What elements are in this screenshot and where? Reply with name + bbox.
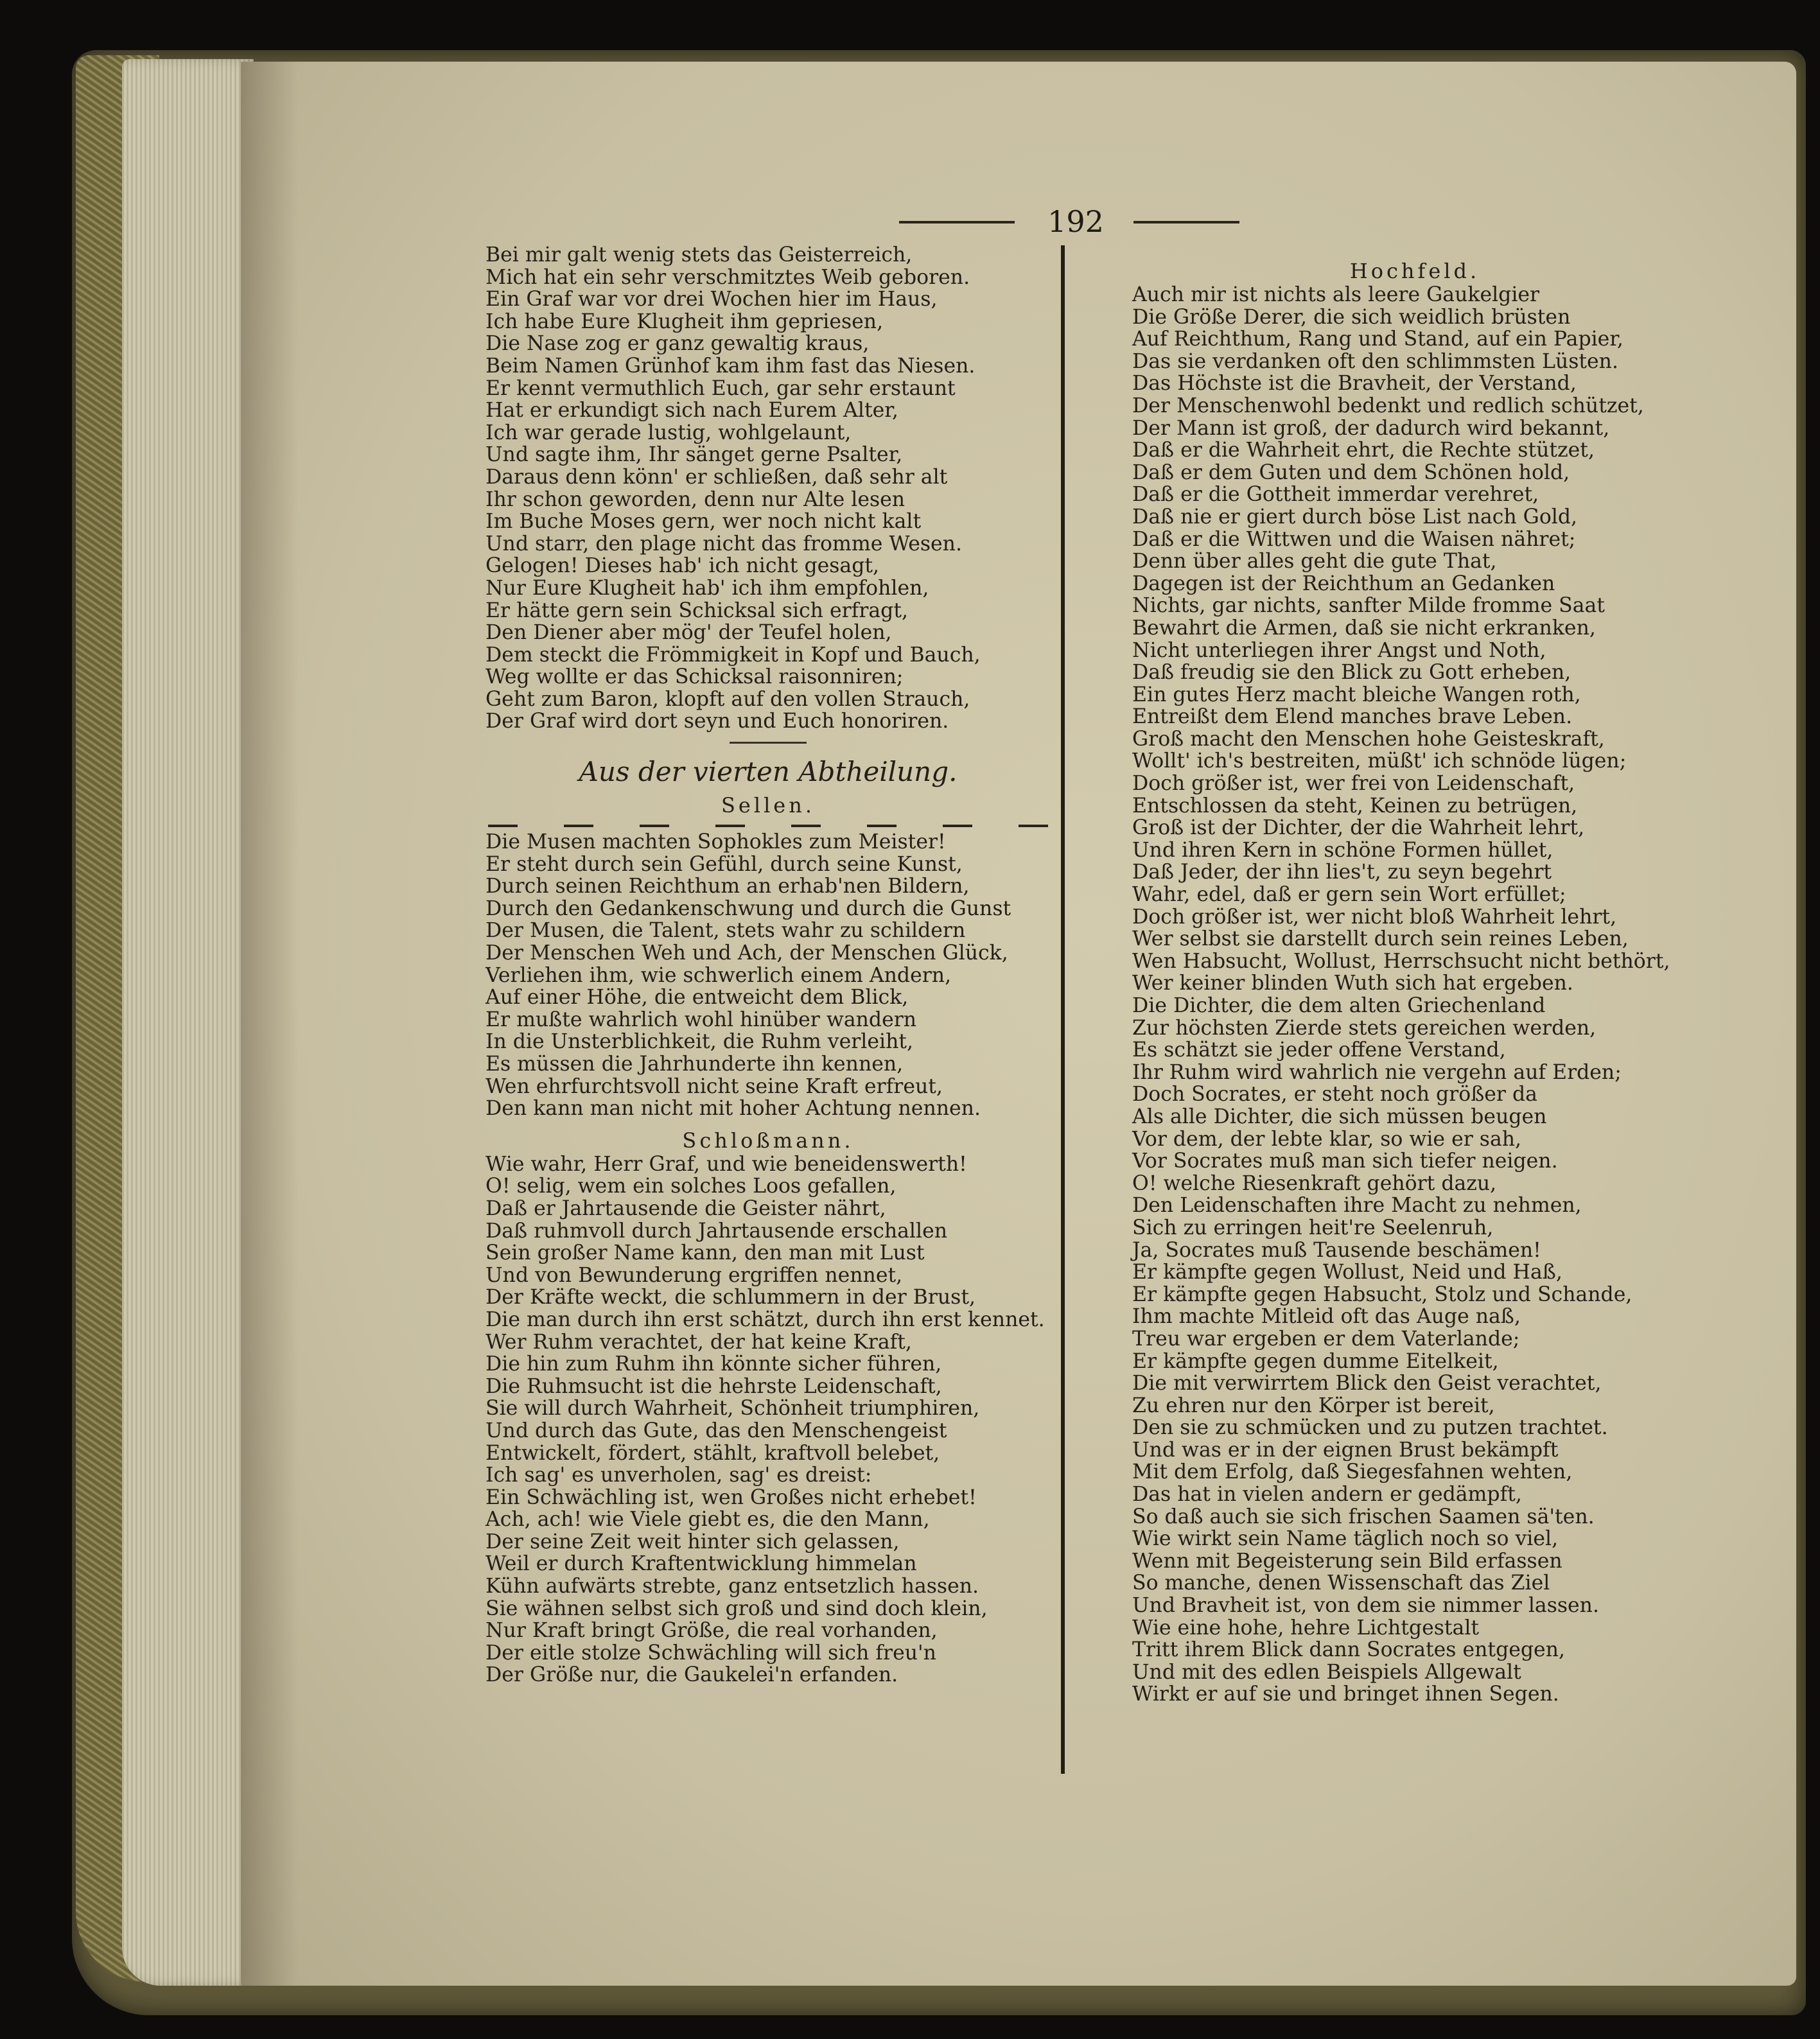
verse-line: Entreißt dem Elend manches brave Leben. bbox=[1132, 705, 1573, 729]
verse-line: Den sie zu schmücken und zu putzen trachtet. bbox=[1132, 1416, 1608, 1440]
verse-line: Wer keiner blinden Wuth sich hat ergeben. bbox=[1132, 972, 1573, 995]
verse-line: Bei mir galt wenig stets das Geisterreich, bbox=[486, 243, 913, 267]
verse-line: Die Dichter, die dem alten Griechenland bbox=[1132, 994, 1546, 1017]
section-title: Aus der vierten Abtheilung. bbox=[579, 756, 958, 788]
verse-line: Ach, ach! wie Viele giebt es, die den Mann, bbox=[486, 1508, 930, 1532]
verse-line: Entschlossen da steht, Keinen zu betrügen, bbox=[1132, 794, 1578, 818]
verse-line: Der Menschen Weh und Ach, der Menschen Glück, bbox=[486, 941, 1008, 965]
verse-line: Kühn aufwärts strebte, ganz entsetzlich hassen. bbox=[486, 1575, 979, 1598]
verse-line: Und mit des edlen Beispiels Allgewalt bbox=[1132, 1660, 1521, 1684]
dash-rule bbox=[486, 825, 1051, 827]
dash bbox=[640, 825, 669, 827]
verse-line: Wen ehrfurchtsvoll nicht seine Kraft erfreut, bbox=[486, 1074, 943, 1098]
verse-line: Gelogen! Dieses hab' ich nicht gesagt, bbox=[486, 554, 880, 578]
verse-line: Er kämpfte gegen Wollust, Neid und Haß, bbox=[1132, 1261, 1562, 1284]
section-divider bbox=[730, 742, 807, 744]
verse-line: Weg wollte er das Schicksal raisonniren; bbox=[486, 665, 904, 689]
verse-line: Denn über alles geht die gute That, bbox=[1132, 550, 1497, 573]
verse-line: Sich zu erringen heit're Seelenruh, bbox=[1132, 1216, 1494, 1239]
verse-line: Der seine Zeit weit hinter sich gelassen, bbox=[486, 1530, 900, 1553]
verse-line: Das Höchste ist die Bravheit, der Verstand, bbox=[1132, 372, 1577, 396]
page-number: 192 bbox=[1047, 204, 1104, 239]
verse-line: Der Musen, die Talent, stets wahr zu schildern bbox=[486, 919, 966, 943]
speaker-name: Hochfeld. bbox=[1349, 259, 1480, 283]
dash bbox=[1019, 825, 1048, 827]
verse-line: Er mußte wahrlich wohl hinüber wandern bbox=[486, 1008, 917, 1031]
verse-line: Treu war ergeben er dem Vaterlande; bbox=[1132, 1327, 1520, 1351]
verse-line: Weil er durch Kraftentwicklung himmelan bbox=[486, 1552, 917, 1576]
verse-line: Wie eine hohe, hehre Lichtgestalt bbox=[1132, 1616, 1480, 1640]
speaker-name: Schloßmann. bbox=[682, 1128, 854, 1153]
verse-line: Er hätte gern sein Schicksal sich erfragt, bbox=[486, 599, 909, 622]
verse-line: Wenn mit Begeisterung sein Bild erfassen bbox=[1132, 1549, 1562, 1573]
verse-line: Tritt ihrem Blick dann Socrates entgegen, bbox=[1132, 1638, 1565, 1662]
verse-line: Daß nie er giert durch böse List nach Gold, bbox=[1132, 505, 1578, 529]
verse-line: Das sie verdanken oft den schlimmsten Lüsten. bbox=[1132, 349, 1618, 373]
verse-line: Durch den Gedankenschwung und durch die Gunst bbox=[486, 897, 1011, 920]
verse-line: Den kann man nicht mit hoher Achtung nennen. bbox=[486, 1097, 981, 1121]
verse-line: Er kämpfte gegen Habsucht, Stolz und Schande, bbox=[1132, 1282, 1632, 1306]
verse-line: Ich sag' es unverholen, sag' es dreist: bbox=[486, 1464, 872, 1487]
verse-line: Und was er in der eignen Brust bekämpft bbox=[1132, 1438, 1559, 1462]
verse-block bbox=[486, 1153, 1051, 1686]
verse-line: Wirkt er auf sie und bringet ihnen Segen. bbox=[1132, 1683, 1559, 1706]
verse-line: Der Kräfte weckt, die schlummern in der Brust, bbox=[486, 1286, 976, 1309]
verse-line: Ja, Socrates muß Tausende beschämen! bbox=[1132, 1238, 1541, 1262]
verse-line: Groß ist der Dichter, der die Wahrheit lehrt, bbox=[1132, 816, 1585, 840]
verse-line: Ihm machte Mitleid oft das Auge naß, bbox=[1132, 1305, 1521, 1329]
verse-line: Daß er die Wahrheit ehrt, die Rechte stützet, bbox=[1132, 439, 1595, 462]
verse-line: Nichts, gar nichts, sanfter Milde fromme Saat bbox=[1132, 594, 1605, 618]
verse-line: Mich hat ein sehr verschmitztes Weib geboren. bbox=[486, 265, 970, 289]
verse-line: Dagegen ist der Reichthum an Gedanken bbox=[1132, 572, 1555, 595]
dash bbox=[715, 825, 745, 827]
verse-line: Zu ehren nur den Körper ist bereit, bbox=[1132, 1394, 1495, 1417]
verse-line: Nur Kraft bringt Größe, die real vorhanden, bbox=[486, 1619, 938, 1643]
verse-line: Der Graf wird dort seyn und Euch honoriren. bbox=[486, 710, 949, 733]
verse-line: Nicht unterliegen ihrer Angst und Noth, bbox=[1132, 638, 1546, 662]
column-divider bbox=[1061, 245, 1065, 1774]
verse-line: Ihr schon geworden, denn nur Alte lesen bbox=[486, 487, 906, 511]
verse-line: Und ihren Kern in schöne Formen hüllet, bbox=[1132, 838, 1553, 862]
verse-line: Bewahrt die Armen, daß sie nicht erkranken, bbox=[1132, 616, 1596, 640]
verse-line: Wen Habsucht, Wollust, Herrschsucht nicht bethört, bbox=[1132, 949, 1670, 973]
verse-line: Wer selbst sie darstellt durch sein reines Leben, bbox=[1132, 927, 1629, 951]
verse-line: Er kennt vermuthlich Euch, gar sehr erstaunt bbox=[486, 376, 956, 400]
page-edges bbox=[122, 59, 254, 1986]
verse-line: Daß er die Gottheit immerdar verehret, bbox=[1132, 483, 1539, 507]
verse-line: Daß er Jahrtausende die Geister nährt, bbox=[486, 1196, 886, 1220]
verse-line: Wahr, edel, daß er gern sein Wort erfüllet; bbox=[1132, 883, 1566, 907]
verse-line: Sein großer Name kann, den man mit Lust bbox=[486, 1241, 925, 1265]
gutter-shadow bbox=[241, 62, 299, 1986]
verse-line: Die mit verwirrtem Blick den Geist verachtet, bbox=[1132, 1372, 1602, 1396]
dash bbox=[791, 825, 821, 827]
verse-line: Sie will durch Wahrheit, Schönheit triumphiren, bbox=[486, 1397, 980, 1421]
verse-line: Zur höchsten Zierde stets gereichen werden, bbox=[1132, 1016, 1597, 1040]
verse-line: Auf einer Höhe, die entweicht dem Blick, bbox=[486, 986, 909, 1010]
dash bbox=[867, 825, 897, 827]
verse-line: Die man durch ihn erst schätzt, durch ihn erst kennet. bbox=[486, 1308, 1045, 1331]
verse-line: Die Größe Derer, die sich weidlich brüsten bbox=[1132, 305, 1571, 329]
verse-line: Hat er erkundigt sich nach Eurem Alter, bbox=[486, 399, 898, 423]
verse-line: Ein gutes Herz macht bleiche Wangen roth, bbox=[1132, 683, 1581, 706]
verse-line: Doch Socrates, er steht noch größer da bbox=[1132, 1083, 1537, 1107]
verse-line: Es müssen die Jahrhunderte ihn kennen, bbox=[486, 1053, 904, 1076]
verse-line: Der eitle stolze Schwächling will sich freu'n bbox=[486, 1641, 936, 1665]
verse-line: Und starr, den plage nicht das fromme Wesen. bbox=[486, 532, 962, 556]
verse-line: Sie wähnen selbst sich groß und sind doch klein, bbox=[486, 1597, 988, 1620]
verse-line: Doch größer ist, wer frei von Leidenschaft, bbox=[1132, 772, 1575, 796]
verse-line: Wer Ruhm verachtet, der hat keine Kraft, bbox=[486, 1330, 912, 1354]
verse-line: Im Buche Moses gern, wer noch nicht kalt bbox=[486, 510, 922, 534]
verse-line: Ich war gerade lustig, wohlgelaunt, bbox=[486, 421, 852, 444]
verse-line: Als alle Dichter, die sich müssen beugen bbox=[1132, 1105, 1547, 1128]
verse-line: Es schätzt sie jeder offene Verstand, bbox=[1132, 1038, 1506, 1062]
verse-line: Daraus denn könn' er schließen, daß sehr alt bbox=[486, 465, 948, 489]
verse-line: Der Mann ist groß, der dadurch wird bekannt, bbox=[1132, 416, 1610, 440]
verse-line: Wie wirkt sein Name täglich noch so viel, bbox=[1132, 1527, 1559, 1551]
dash bbox=[943, 825, 972, 827]
verse-line: Wollt' ich's bestreiten, müßt' ich schnöde lügen; bbox=[1132, 749, 1627, 773]
verse-block bbox=[1132, 284, 1697, 1706]
verse-line: Die hin zum Ruhm ihn könnte sicher führen, bbox=[486, 1352, 942, 1376]
verse-line: Dem steckt die Frömmigkeit in Kopf und Bauch, bbox=[486, 643, 981, 667]
left-column bbox=[486, 244, 1051, 1686]
verse-line: Durch seinen Reichthum an erhab'nen Bildern, bbox=[486, 875, 970, 898]
verse-line: Ein Schwächling ist, wen Großes nicht erhebet! bbox=[486, 1485, 977, 1509]
header-rule-right bbox=[1133, 221, 1239, 223]
verse-line: Auch mir ist nichts als leere Gaukelgier bbox=[1132, 283, 1540, 306]
verse-line: Vor dem, der lebte klar, so wie er sah, bbox=[1132, 1127, 1522, 1151]
verse-line: Ihr Ruhm wird wahrlich nie vergehn auf Erden; bbox=[1132, 1060, 1622, 1084]
verse-line: Den Leidenschaften ihre Macht zu nehmen, bbox=[1132, 1194, 1582, 1218]
verse-line: Und Bravheit ist, von dem sie nimmer lassen. bbox=[1132, 1594, 1599, 1618]
verse-line: Nur Eure Klugheit hab' ich ihm empfohlen, bbox=[486, 576, 929, 600]
verse-line: O! selig, wem ein solches Loos gefallen, bbox=[486, 1175, 897, 1198]
verse-line: In die Unsterblichkeit, die Ruhm verleiht, bbox=[486, 1030, 914, 1054]
verse-line: Entwickelt, fördert, stählt, kraftvoll belebet, bbox=[486, 1441, 940, 1465]
header-rule-left bbox=[899, 221, 1015, 223]
verse-line: Daß Jeder, der ihn lies't, zu seyn begehrt bbox=[1132, 861, 1552, 884]
verse-line: Und durch das Gute, das den Menschengeist bbox=[486, 1419, 947, 1442]
verse-line: Ein Graf war vor drei Wochen hier im Haus, bbox=[486, 288, 938, 311]
verse-line: Doch größer ist, wer nicht bloß Wahrheit lehrt, bbox=[1132, 905, 1617, 929]
verse-block bbox=[486, 831, 1051, 1120]
verse-line: Geht zum Baron, klopft auf den vollen Strauch, bbox=[486, 687, 970, 711]
verse-line: So daß auch sie sich frischen Saamen sä'ten. bbox=[1132, 1505, 1595, 1528]
verse-line: Daß freudig sie den Blick zu Gott erheben, bbox=[1132, 661, 1571, 685]
verse-line: Das hat in vielen andern er gedämpft, bbox=[1132, 1483, 1522, 1507]
verse-line: Verliehen ihm, wie schwerlich einem Andern, bbox=[486, 963, 952, 987]
verse-line: So manche, denen Wissenschaft das Ziel bbox=[1132, 1571, 1550, 1595]
verse-line: Den Diener aber mög' der Teufel holen, bbox=[486, 621, 892, 645]
right-column bbox=[1132, 258, 1697, 1706]
verse-line: Er steht durch sein Gefühl, durch seine Kunst, bbox=[486, 852, 963, 876]
verse-line: Daß er dem Guten und dem Schönen hold, bbox=[1132, 460, 1570, 484]
dash bbox=[564, 825, 593, 827]
verse-line: Groß macht den Menschen hohe Geisteskraft, bbox=[1132, 727, 1605, 751]
verse-line: Der Menschenwohl bedenkt und redlich schützet, bbox=[1132, 394, 1644, 417]
verse-block bbox=[486, 244, 1051, 733]
verse-line: Und sagte ihm, Ihr sänget gerne Psalter, bbox=[486, 443, 903, 467]
verse-line: Ich habe Eure Klugheit ihm gepriesen, bbox=[486, 310, 884, 333]
verse-line: Er kämpfte gegen dumme Eitelkeit, bbox=[1132, 1349, 1499, 1373]
verse-line: Daß ruhmvoll durch Jahrtausende erschallen bbox=[486, 1219, 948, 1243]
verse-line: Der Größe nur, die Gaukelei'n erfanden. bbox=[486, 1663, 898, 1687]
verse-line: Mit dem Erfolg, daß Siegesfahnen wehten, bbox=[1132, 1460, 1573, 1484]
verse-line: Beim Namen Grünhof kam ihm fast das Niesen. bbox=[486, 354, 976, 378]
verse-line: O! welche Riesenkraft gehört dazu, bbox=[1132, 1171, 1497, 1195]
verse-line: Und von Bewunderung ergriffen nennet, bbox=[486, 1263, 903, 1287]
verse-line: Auf Reichthum, Rang und Stand, auf ein Papier, bbox=[1132, 328, 1623, 351]
verse-line: Die Musen machten Sophokles zum Meister! bbox=[486, 830, 946, 854]
verse-line: Daß er die Wittwen und die Waisen nähret; bbox=[1132, 527, 1576, 551]
speaker-name: Sellen. bbox=[721, 793, 816, 818]
verse-line: Vor Socrates muß man sich tiefer neigen. bbox=[1132, 1150, 1558, 1173]
verse-line: Die Nase zog er ganz gewaltig kraus, bbox=[486, 332, 870, 356]
verse-line: Wie wahr, Herr Graf, und wie beneidenswerth! bbox=[486, 1152, 967, 1176]
dash bbox=[488, 825, 518, 827]
verse-line: Die Ruhmsucht ist die hehrste Leidenschaft, bbox=[486, 1374, 942, 1398]
